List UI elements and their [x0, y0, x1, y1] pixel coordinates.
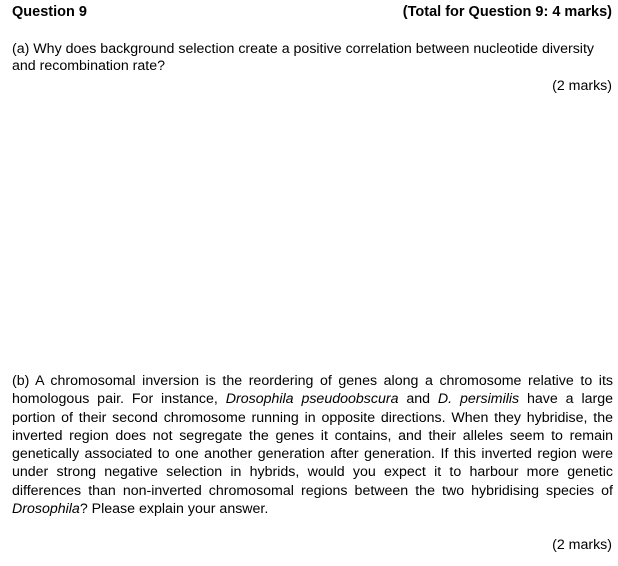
species-name-2: D. persimilis [437, 391, 520, 408]
part-b-marks: (2 marks) [552, 537, 612, 553]
part-a-question: (a) Why does background selection create a positive correlation between nucleotide diversity and recombination rate? [12, 41, 594, 74]
part-a-marks: (2 marks) [552, 78, 612, 94]
question-label: Question 9 [12, 4, 87, 20]
genus-name: Drosophila [12, 501, 80, 518]
part-b-text-4: ? Please explain your answer. [79, 501, 269, 518]
question-header [12, 4, 612, 24]
total-marks-label: (Total for Question 9: 4 marks) [402, 4, 612, 20]
species-name-1: Drosophila pseudoobscura [225, 391, 399, 408]
part-b-question [12, 372, 613, 518]
part-b-text-3: have a large portion of their second chromosome running in opposite directions. When they hybridise, the inverted region does not segregate the genes it contains, and their alleles seem to remain genetically associated to one another generation after generation. If this inverted region were under strong negative selection in hybrids, would you expect it to harbour more genetic differences than non-inverted chromosomal regions between the two hybridising species of [12, 391, 613, 499]
part-b-text-1: (b) A chromosomal inversion is the reordering of genes along a chromosome relative to its homologous pair. For instance, [12, 373, 613, 408]
part-b-text-2: and [398, 391, 438, 408]
